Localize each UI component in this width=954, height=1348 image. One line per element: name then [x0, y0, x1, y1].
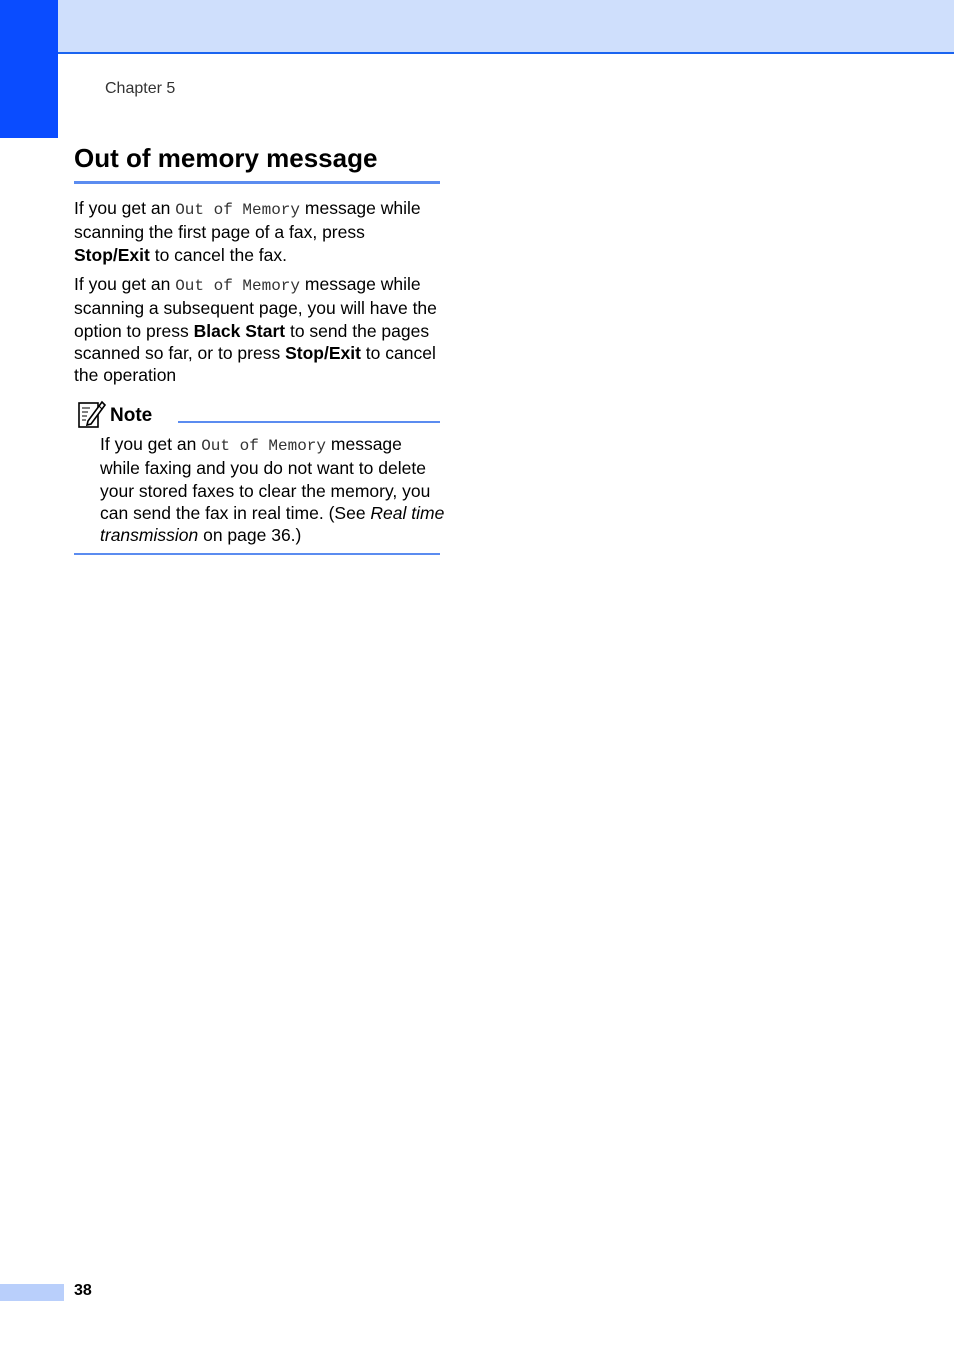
- cross-reference-link[interactable]: Real time transmission: [100, 502, 445, 546]
- note-body: [100, 433, 445, 546]
- text: to cancel the fax.: [149, 244, 288, 265]
- header-band: [0, 0, 954, 54]
- text: on page 36.): [198, 525, 302, 546]
- lcd-message: Out of Memory: [175, 277, 301, 295]
- text: to cancel the operation: [74, 342, 436, 386]
- key-name: Black Start: [193, 320, 286, 341]
- section-title: Out of memory message: [74, 143, 378, 173]
- text: message while scanning a subsequent page, you will have the option to press: [74, 274, 437, 341]
- chapter-tab: [0, 0, 58, 138]
- key-name: Stop/Exit: [74, 244, 150, 265]
- paragraph-subsequent-page: [74, 273, 444, 386]
- text: message while scanning the first page of a fax, press: [74, 198, 421, 243]
- note-top-rule: [178, 421, 440, 423]
- text: If you get an: [100, 434, 202, 454]
- key-name: Stop/Exit: [285, 342, 361, 363]
- footer-tab: [0, 1284, 64, 1301]
- text: If you get an: [74, 274, 176, 294]
- paragraph-first-page: [74, 197, 444, 266]
- note-label: Note: [110, 405, 153, 426]
- lcd-message: Out of Memory: [175, 201, 301, 219]
- lcd-message: Out of Memory: [201, 437, 327, 455]
- title-underline: [74, 181, 440, 184]
- text: to send the pages scanned so far, or to press: [74, 320, 430, 363]
- page-number: 38: [74, 1282, 92, 1299]
- text: If you get an: [74, 198, 176, 218]
- chapter-label: Chapter 5: [105, 80, 176, 97]
- note-bottom-rule: [74, 553, 440, 555]
- note-pencil-icon: [76, 399, 106, 429]
- text: message while faxing and you do not want to delete your stored faxes to clear the memory, you can send the fax in real time. (See: [100, 434, 431, 523]
